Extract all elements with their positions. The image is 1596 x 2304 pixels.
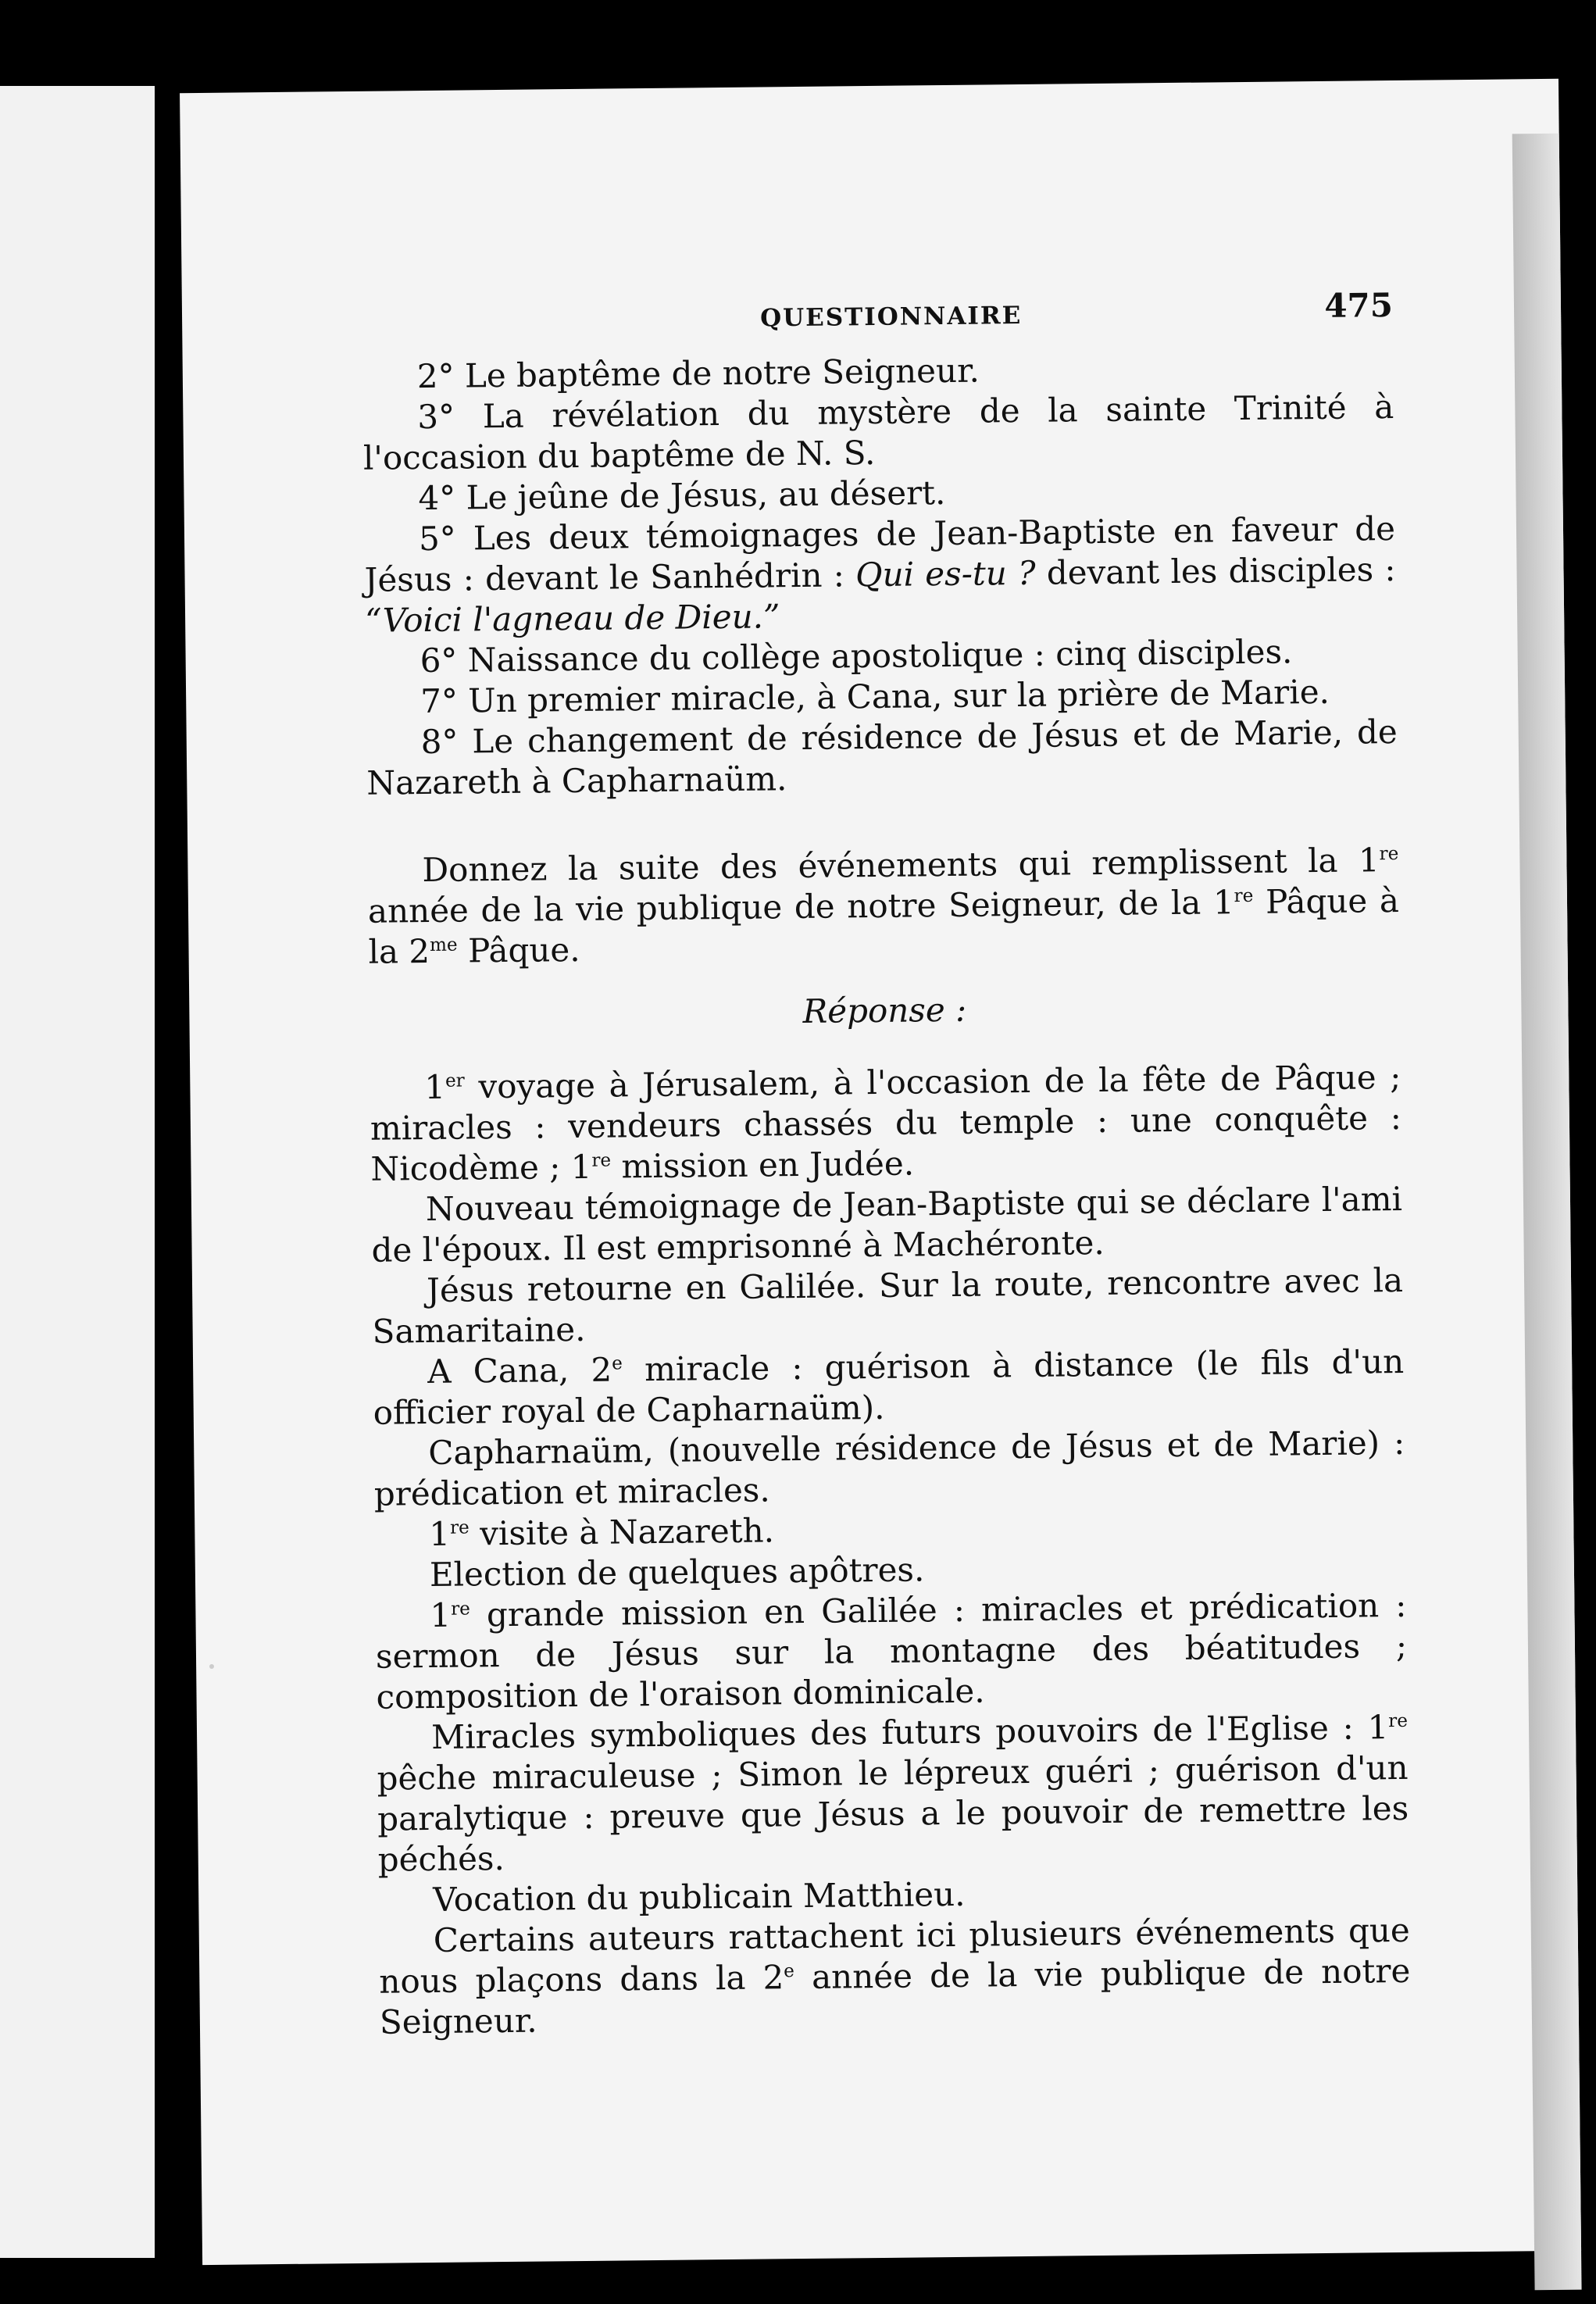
page-edge-shadow — [1512, 134, 1582, 2290]
list-item-5 — [364, 509, 1397, 641]
response-label: Réponse : — [802, 990, 967, 1031]
list-item: 4° Le jeûne de Jésus, au désert. — [418, 473, 946, 518]
adjacent-page-strip — [0, 86, 155, 2258]
item5-quote-disciples: “Voici l'agneau de Dieu.” — [364, 597, 780, 640]
answer-text: année de la vie publique de notre Seigneur. — [379, 1951, 1411, 2041]
answer-text: grande mission en Galilée : miracles et prédication : sermon de Jésus sur la montagne des béatitudes ; composition de l'oraison dominicale. — [375, 1585, 1408, 1716]
book-page — [180, 79, 1581, 2265]
list-item: 3° La révélation du mystère de la sainte Trinité à l'occasion du baptême de N. S. — [362, 387, 1394, 477]
answer-text: voyage à Jérusalem, à l'occasion de la fête de Pâque ; miracles : vendeurs chassés du temple : une conquête : Nicodème ; 1 — [370, 1057, 1402, 1188]
answer-paragraph — [373, 1341, 1405, 1434]
answer-paragraph — [379, 1910, 1412, 2043]
answer-text: 1 — [430, 1595, 452, 1634]
answer-text: miracle : guérison à distance (le fils d'un officier royal de Capharnaüm). — [373, 1341, 1405, 1432]
answer-text: pêche miraculeuse ; Simon le lépreux guéri ; guérison d'un paralytique : preuve que Jésus a le pouvoir de remettre les péchés. — [377, 1748, 1409, 1879]
question-part: Pâque à la 2 — [368, 881, 1400, 971]
answer-text: A Cana, 2 — [427, 1350, 612, 1391]
page-content — [362, 285, 1411, 2043]
question-part: année de la vie publique de notre Seigneur, de la 1 — [367, 883, 1234, 931]
superscript: me — [429, 934, 458, 956]
list-item: 7° Un premier miracle, à Cana, sur la prière de Marie. — [420, 672, 1330, 721]
superscript: re — [591, 1150, 612, 1171]
answer-text: Miracles symboliques des futurs pouvoirs de l'Eglise : 1 — [430, 1708, 1389, 1756]
answer-paragraph: Election de quelques apôtres. — [429, 1550, 925, 1594]
answer-paragraph: Jésus retourne en Galilée. Sur la route, rencontre avec la Samaritaine. — [372, 1260, 1404, 1351]
answer-text: 1 — [424, 1067, 446, 1107]
superscript: er — [445, 1070, 465, 1091]
answer-paragraph: Vocation du publicain Matthieu. — [433, 1874, 966, 1919]
superscript: e — [611, 1353, 623, 1374]
question-paragraph — [367, 840, 1400, 973]
scan-speck — [209, 1664, 214, 1669]
list-item: 6° Naissance du collège apostolique : cinq disciples. — [420, 632, 1293, 680]
superscript: re — [1388, 1710, 1409, 1732]
answer-paragraph — [377, 1707, 1409, 1881]
answer-text: visite à Nazareth. — [469, 1511, 775, 1553]
item5-prefix: 5° Les deux témoignages de Jean-Baptiste en faveur de Jésus : devant le Sanhédrin : — [364, 509, 1396, 599]
answer-paragraph: Nouveau témoignage de Jean-Baptiste qui se déclare l'ami de l'époux. Il est emprisonné à Machéronte. — [371, 1179, 1403, 1270]
answer-text: mission en Judée. — [610, 1144, 915, 1186]
answer-text: 1 — [429, 1514, 451, 1553]
question-part: Pâque. — [457, 930, 580, 970]
running-head: QUESTIONNAIRE — [759, 301, 1023, 333]
page-header — [362, 285, 1394, 357]
question-part: Donnez la suite des événements qui remplissent la 1 — [422, 841, 1380, 890]
superscript: re — [1234, 885, 1254, 907]
page-number: 475 — [1324, 285, 1394, 325]
answer-text: Certains auteurs rattachent ici plusieurs événements que nous plaçons dans la 2 — [379, 1910, 1411, 2001]
superscript: re — [449, 1517, 470, 1538]
answer-paragraph: Capharnaüm, (nouvelle résidence de Jésus et de Marie) : prédication et miracles. — [373, 1423, 1405, 1513]
superscript: re — [1379, 843, 1399, 865]
list-item: 8° Le changement de résidence de Jésus et de Marie, de Nazareth à Capharnaüm. — [366, 712, 1398, 802]
superscript: re — [450, 1599, 470, 1620]
item5-middle: devant les disciples : — [1035, 549, 1396, 592]
item5-quote-sanhedrin: Qui es-tu ? — [855, 553, 1036, 595]
list-item: 2° Le baptême de notre Seigneur. — [416, 351, 980, 396]
answer-paragraph — [375, 1585, 1408, 1718]
answer-paragraph — [370, 1057, 1402, 1190]
superscript: e — [784, 1961, 795, 1982]
